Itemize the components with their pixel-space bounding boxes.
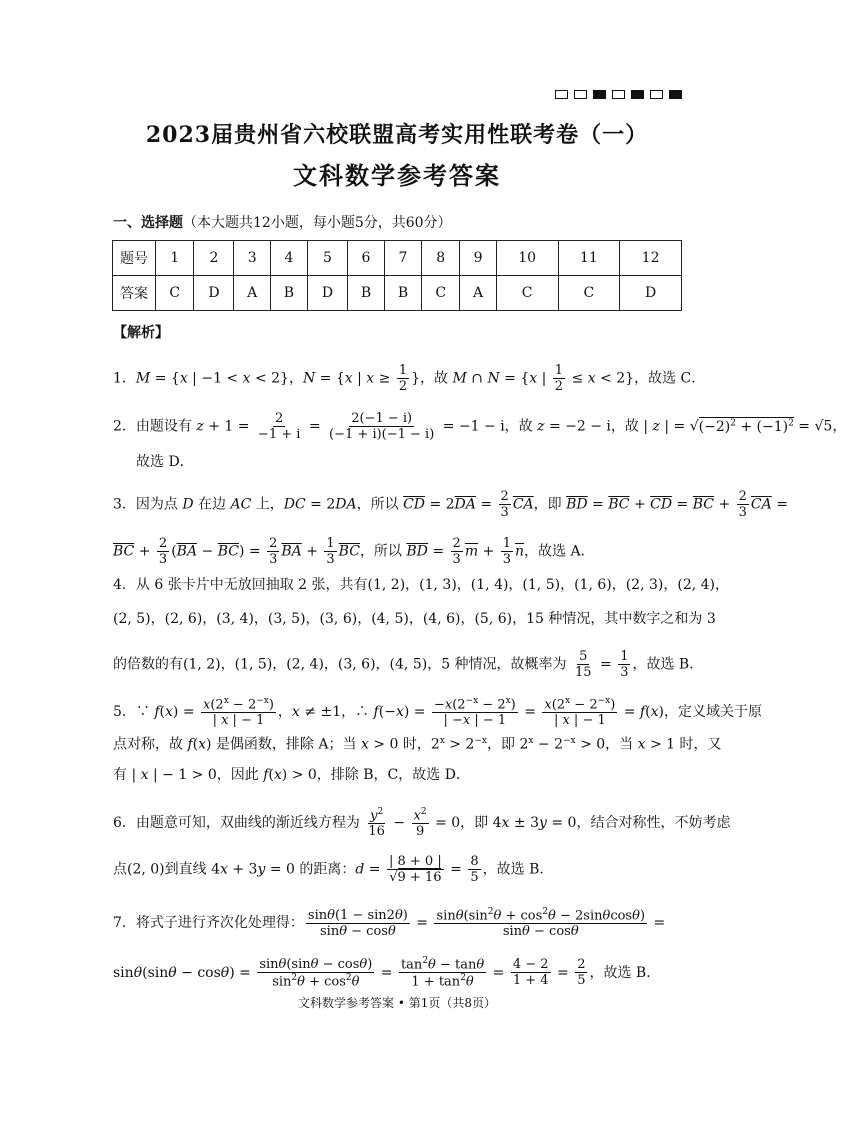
answer-cell: A xyxy=(460,276,496,311)
answer-cell: C xyxy=(421,276,459,311)
solution-5: 5．∵ f(x) = $\frac{x(2^x - 2^{-x})}{| x | - 1}$ ，x ≠ ±1，∴ f(−x) = $\frac{-x(2^{-x} - 2^x)}{| -x | - 1}$ = $\frac{x(2^x - 2^{-x})}{| x | - 1}$ = f(x)，定义域关于原 xyxy=(113,696,762,729)
analysis-label: 【解析】 xyxy=(113,325,169,341)
exam-subtitle: 文科数学参考答案 xyxy=(293,161,501,190)
answer-cell: B xyxy=(270,276,307,311)
solution-5-cont1: 点对称，故 f(x) 是偶函数，排除 A；当 x > 0 时，$2^x > 2^{-x}$，即 $2^x - 2^{-x} > 0$，当 x > 1 时，又 xyxy=(113,736,722,753)
corner-mark-square xyxy=(612,90,625,99)
table-row-label: 答案 xyxy=(113,276,156,311)
solution-3-cont: $\overline{BC}$ + $\frac{2}{3}$ $(\overline{BA} - \overline{BC})$ = $\frac{2}{3}$ $\overline{BA}$ + $\frac{1}{3}$ $\overline{BC}$，所以 $\overline{BD}$ = $\frac{2}{3}$ $\overline{m}$ + $\frac{1}{3}$ $\overline{n}$，故选 A． xyxy=(113,536,595,567)
solution-4: 4．从 6 张卡片中无放回抽取 2 张，共有(1, 2)，(1, 3)，(1, 4)，(1, 5)，(1, 6)，(2, 3)，(2, 4)， xyxy=(113,577,729,593)
question-number: 12 xyxy=(620,241,682,276)
question-number: 11 xyxy=(558,241,620,276)
answer-cell: A xyxy=(234,276,270,311)
solution-3: 3．因为点 D 在边 AC 上，DC = 2DA，所以 $\overline{CD} = 2\overline{DA}$ = $\frac{2}{3}$ $\overline{CA}$，即 $\overline{BD} = \overline{BC} + \overline{CD} = \overline{BC}$ + $\frac{2}{3}$ $\overline{CA}$ = xyxy=(113,489,788,520)
answer-table xyxy=(112,240,682,311)
solution-4-cont2: 的倍数的有(1, 2)，(1, 5)，(2, 4)，(3, 6)，(4, 5)，5 种情况，故概率为 $\frac{5}{15}$ = $\frac{1}{3}$ ，故选 B． xyxy=(113,649,704,680)
table-row-label: 题号 xyxy=(113,241,156,276)
question-number: 3 xyxy=(234,241,270,276)
answer-cell: D xyxy=(620,276,682,311)
question-number: 2 xyxy=(194,241,234,276)
corner-mark-square xyxy=(631,90,644,99)
corner-mark-square xyxy=(593,90,606,99)
answer-cell: D xyxy=(194,276,234,311)
answer-cell: C xyxy=(156,276,194,311)
question-number: 9 xyxy=(460,241,496,276)
question-number: 4 xyxy=(270,241,307,276)
solution-1: 1．M = {x | −1 < x < 2}，N = {x | x ≥ $\frac{1}{2}$ }，故 M ∩ N = {x | $\frac{1}{2}$ ≤ x < 2}，故选 C． xyxy=(113,363,706,394)
corner-mark-square xyxy=(650,90,663,99)
solution-7-cont: sinθ(sinθ − cosθ) = $\frac{\sin\theta(\sin\theta - \cos\theta)}{\sin^2\theta + \cos^2\theta}$ = $\frac{\tan^2\theta - \tan\theta}{1 + \tan^2\theta}$ = $\frac{4 - 2}{1 + 4}$ = $\frac{2}{5}$ ，故选 B． xyxy=(113,956,661,990)
question-number: 1 xyxy=(156,241,194,276)
answer-cell: C xyxy=(558,276,620,311)
answer-cell: B xyxy=(384,276,421,311)
section-heading xyxy=(113,212,452,232)
corner-mark-square xyxy=(574,90,587,99)
question-number: 8 xyxy=(421,241,459,276)
section-title: 一、选择题 xyxy=(113,215,183,231)
solution-4-cont1: (2, 5)，(2, 6)，(3, 4)，(3, 5)，(3, 6)，(4, 5)，(4, 6)，(5, 6)，15 种情况，其中数字之和为 3 xyxy=(113,611,716,627)
table-row-answers xyxy=(113,276,682,311)
answer-cell: C xyxy=(496,276,558,311)
section-note: （本大题共12小题，每小题5分，共60分） xyxy=(183,215,452,231)
solution-2-cont: 故选 D． xyxy=(136,454,194,470)
corner-marks xyxy=(555,90,682,99)
table-row-numbers xyxy=(113,241,682,276)
question-number: 5 xyxy=(307,241,347,276)
question-number: 10 xyxy=(496,241,558,276)
question-number: 6 xyxy=(347,241,384,276)
corner-mark-square xyxy=(669,90,682,99)
solution-5-cont2: 有 | x | − 1 > 0，因此 f(x) > 0，排除 B，C，故选 D． xyxy=(113,767,470,783)
page-footer: 文科数学参考答案 • 第1页（共8页） xyxy=(298,996,496,1010)
solution-6: 6．由题意可知，双曲线的渐近线方程为 $\frac{y^2}{16}$ − $\frac{x^2}{9}$ = 0，即 4x ± 3y = 0，结合对称性，不妨考虑 xyxy=(113,807,731,840)
exam-title: 2023届贵州省六校联盟高考实用性联考卷（一） xyxy=(145,122,649,148)
solution-2: 2．由题设有 z + 1 = $\frac{2}{-1 + i}$ = $\frac{2(-1 - i)}{(-1 + i)(-1 - i)}$ = −1 − i，故 z = −2 − i，故 | z | = $√(-2)^2 + (-1)^2 = √5$， xyxy=(113,411,846,442)
solution-6-cont: 点(2, 0)到直线 4x + 3y = 0 的距离：d = $\frac{| 8 + 0 |}{√9 + 16}$ = $\frac{8}{5}$ ，故选 B． xyxy=(113,854,554,885)
answer-cell: D xyxy=(307,276,347,311)
answer-cell: B xyxy=(347,276,384,311)
question-number: 7 xyxy=(384,241,421,276)
solution-7: 7．将式子进行齐次化处理得： $\frac{\sin\theta(1 - \sin 2\theta)}{\sin\theta - \cos\theta}$ = $\frac{\sin\theta(\sin^2\theta + \cos^2\theta - 2\sin\theta\cos\theta)}{\sin\theta - \cos\theta}$ = xyxy=(113,907,666,940)
corner-mark-square xyxy=(555,90,568,99)
